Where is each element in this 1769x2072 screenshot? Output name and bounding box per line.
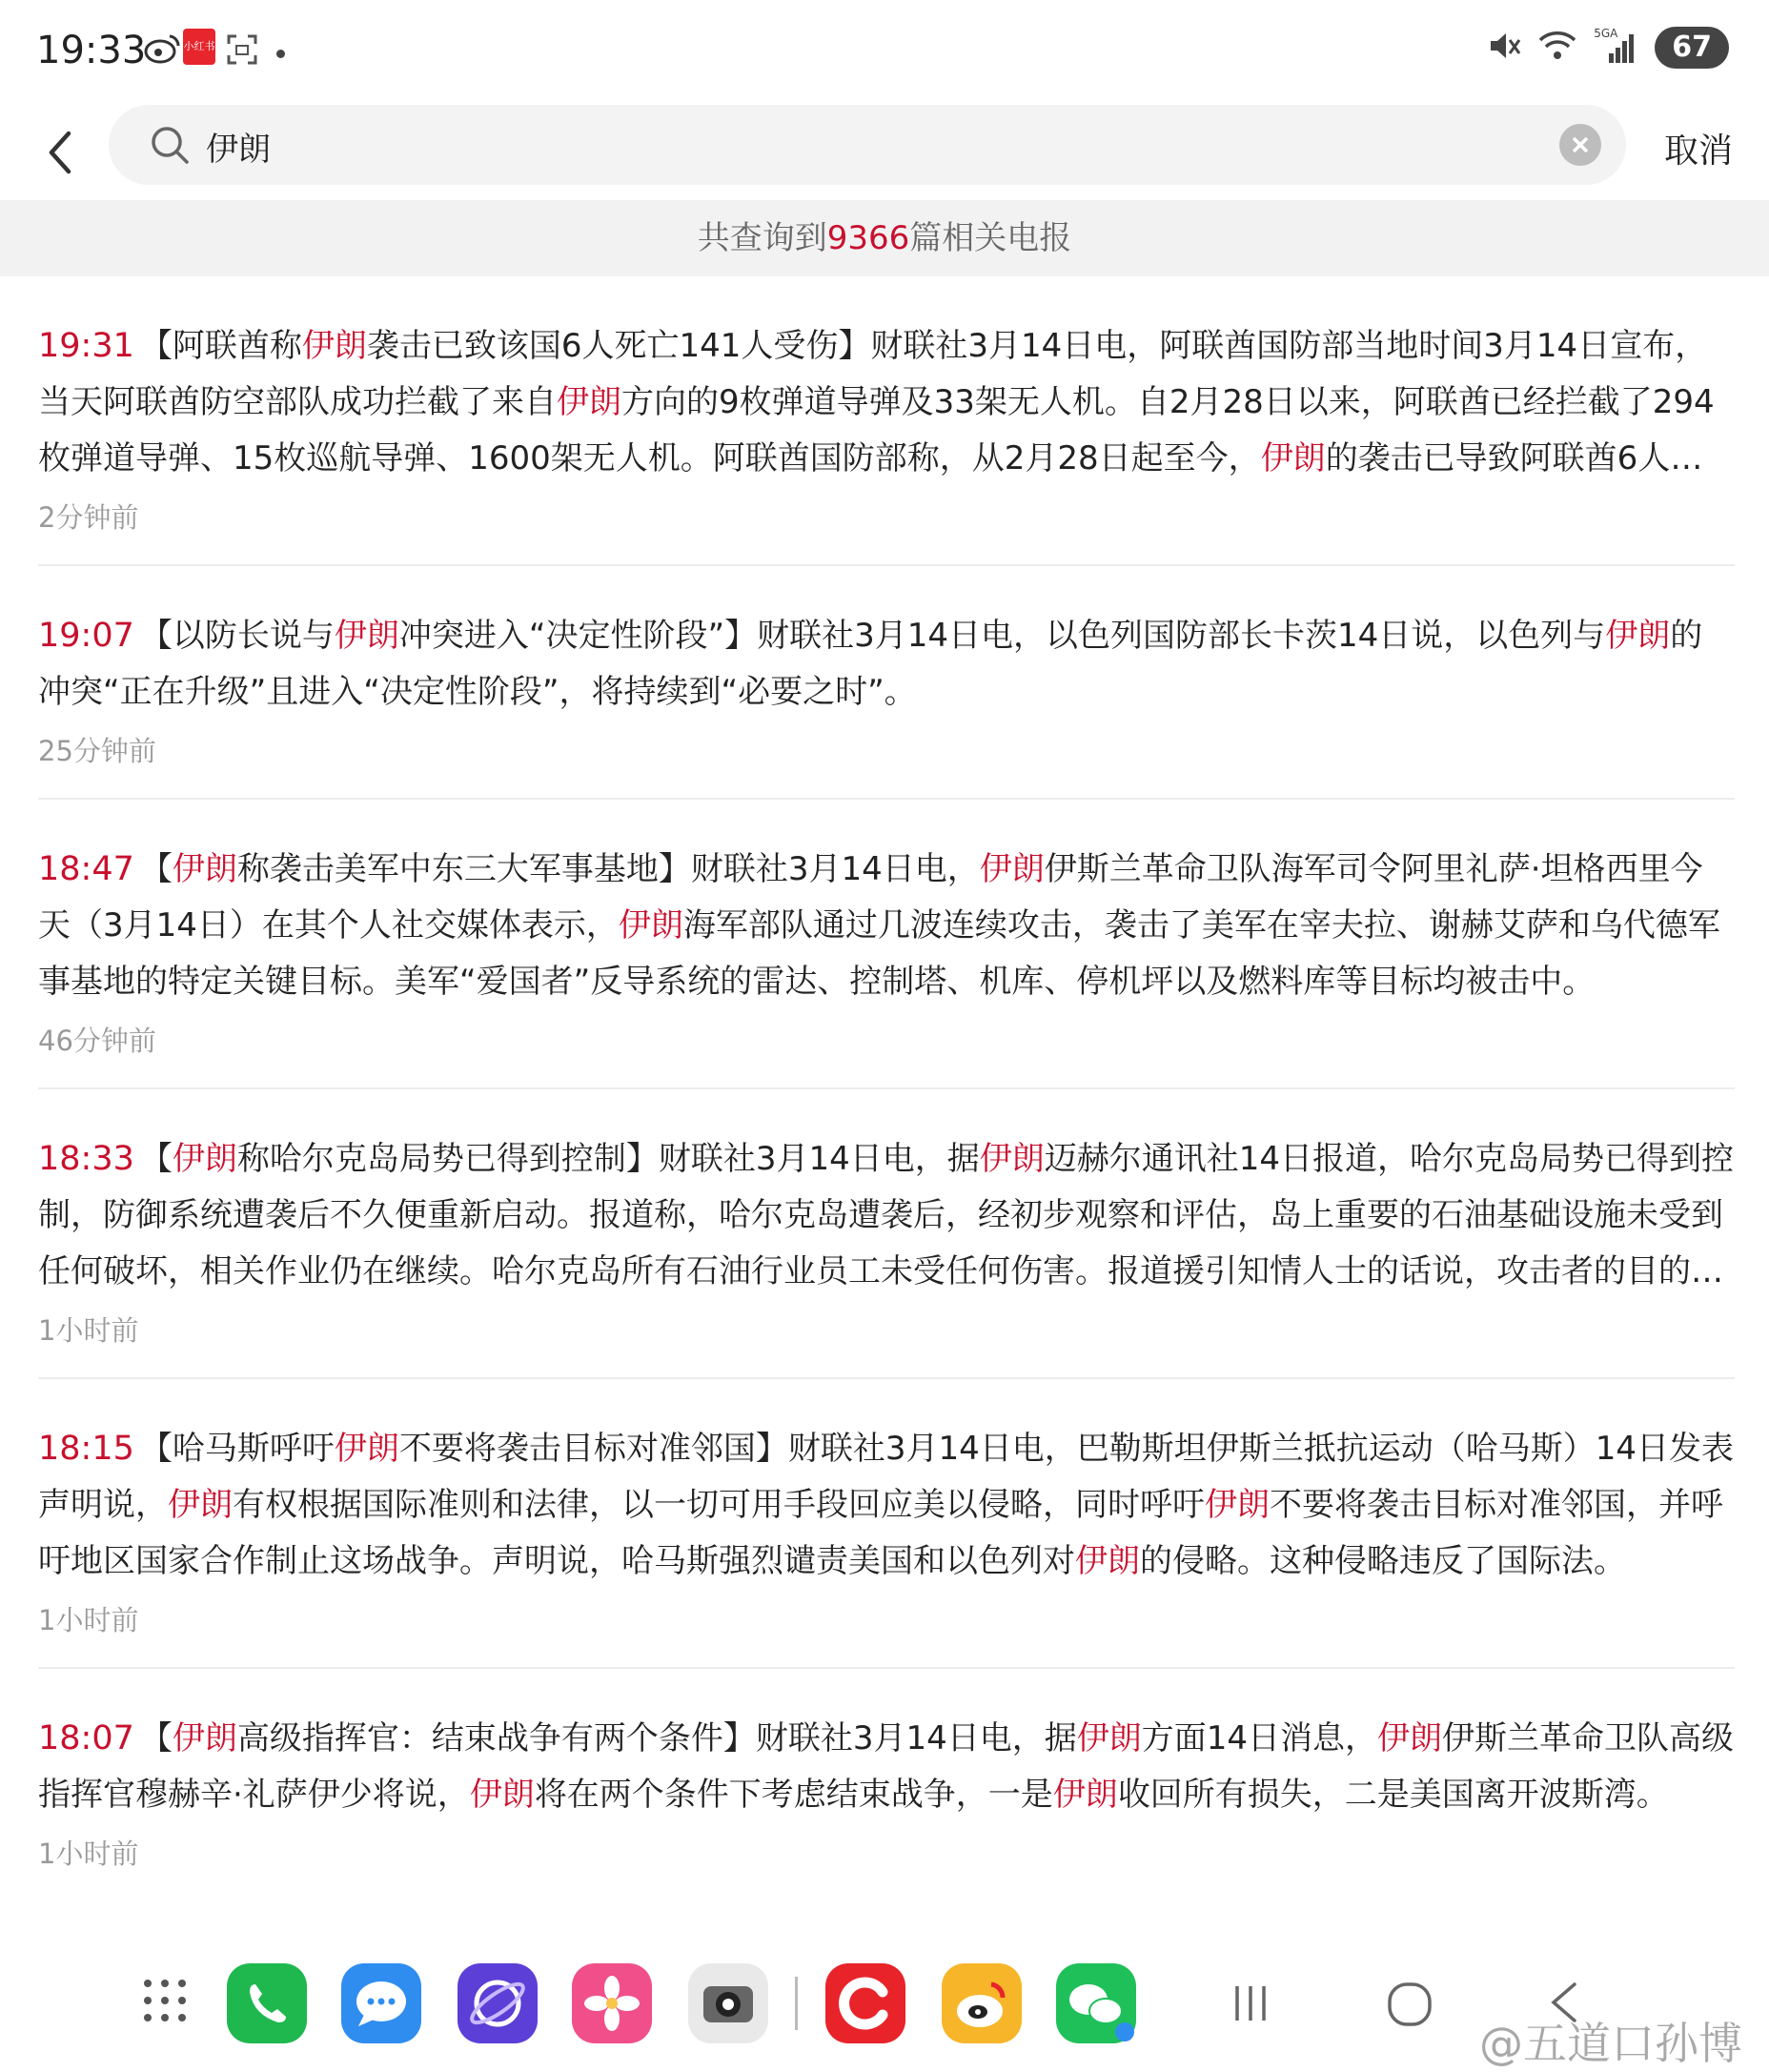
close-icon — [1559, 124, 1601, 166]
telegraph-text: 方面14日消息， — [1141, 1719, 1378, 1757]
keyword-highlight: 伊朗 — [168, 1486, 233, 1524]
wechat-icon[interactable] — [1056, 1963, 1136, 2043]
keyword-highlight: 伊朗 — [172, 1719, 237, 1757]
xiaohongshu-status-icon: 小红书 — [183, 29, 215, 65]
gallery-icon[interactable] — [572, 1963, 652, 2043]
telegraph-text: 称袭击美军中东三大军事基地】财联社3月14日电， — [236, 850, 980, 888]
keyword-highlight: 伊朗 — [1205, 1486, 1270, 1524]
telegraph-relative-time: 2分钟前 — [38, 501, 139, 534]
keyword-highlight: 伊朗 — [1377, 1719, 1443, 1757]
telegraph-text: 【 — [139, 1719, 173, 1757]
telegraph-text: 【以防长说与 — [139, 617, 335, 655]
telegraph-body — [38, 842, 1735, 1010]
weibo-status-icon — [143, 32, 181, 69]
telegraph-text: 【哈马斯呼吁 — [139, 1430, 335, 1468]
telegraph-relative-time: 46分钟前 — [38, 1025, 156, 1057]
back-button[interactable] — [38, 124, 86, 181]
watermark: @五道口孙博 — [1479, 2018, 1742, 2069]
screenshot-status-icon — [225, 32, 259, 71]
telegraph-text: 将在两个条件下考虑结束战争，一是 — [534, 1776, 1053, 1814]
telegraph-text: 袭击已致该国6人死亡141人受伤】财联社3月14日电，阿联酋国防部当地时间3月14日宣布，当天阿联酋防空部队成功拦截了来自 — [38, 327, 1708, 421]
status-time: 19:33 — [36, 29, 147, 72]
result-count-number: 9366 — [826, 219, 910, 257]
telegraph-text: 【阿联酋称 — [139, 327, 302, 365]
mute-icon — [1487, 29, 1521, 67]
search-header — [0, 103, 1769, 198]
result-count-suffix: 篇相关电报 — [909, 219, 1072, 257]
telegraph-text: 方向的9枚弹道导弹及33架无人机。自2月28日以来，阿联酋已经拦截了294枚弹道导弹、15枚巡航导弹、1600架无人机。阿联酋国防部称，从2月28日起至今， — [38, 383, 1715, 477]
telegraph-text: 不要将袭击目标对准邻国，并呼吁地区国家合作制止这场战争。声明说，哈马斯强烈谴责美国和以色列对 — [38, 1486, 1723, 1580]
keyword-highlight: 伊朗 — [557, 383, 621, 421]
telegraph-text: 伊斯兰革命卫队高级指挥官穆赫辛·礼萨伊少将说， — [38, 1719, 1735, 1814]
telegraph-time: 19:31 — [38, 327, 134, 365]
telegraph-text: 称哈尔克岛局势已得到控制】财联社3月14日电，据 — [236, 1140, 980, 1178]
recent-apps-button[interactable] — [1230, 1982, 1271, 2028]
telegraph-relative-time: 1小时前 — [38, 1838, 139, 1870]
telegraph-item[interactable] — [38, 1089, 1735, 1379]
telegraph-text: 迈赫尔通讯社14日报道，哈尔克岛局势已得到控制，防御系统遭袭后不久便重新启动。报道称，哈尔克岛遭袭后，经初步观察和评估，岛上重要的石油基础设施未受到任何破坏，相关作业仍在继续。哈尔克岛所有石油行业员工未受任何伤害。报道援引知情人士的话说，攻击者的目的未 — [38, 1140, 1735, 1290]
dot-icon — [276, 50, 285, 58]
keyword-highlight: 伊朗 — [1076, 1719, 1142, 1757]
phone-icon[interactable] — [227, 1963, 307, 2043]
search-box[interactable] — [109, 105, 1626, 185]
telegraph-body — [38, 1131, 1735, 1300]
telegraph-time: 18:15 — [38, 1430, 134, 1468]
app-drawer-icon[interactable] — [141, 1977, 189, 2028]
telegraph-text: 海军部队通过几波连续攻击，袭击了美军在宰夫拉、谢赫艾萨和乌代德军事基地的特定关键目标。美军“爱国者”反导系统的雷达、控制塔、机库、停机坪以及燃料库等目标均被击中。 — [38, 906, 1720, 1001]
keyword-highlight: 伊朗 — [1052, 1776, 1118, 1814]
keyword-highlight: 伊朗 — [979, 850, 1045, 888]
keyword-highlight: 伊朗 — [618, 906, 683, 945]
battery-indicator: 67 — [1655, 27, 1729, 69]
telegraph-time: 19:07 — [38, 617, 134, 655]
camera-icon[interactable] — [688, 1963, 768, 2043]
telegraph-body — [38, 608, 1735, 721]
telegraph-item[interactable] — [38, 1669, 1735, 1900]
dock-divider — [795, 1977, 798, 2030]
keyword-highlight: 伊朗 — [1260, 439, 1326, 477]
status-bar — [0, 0, 1769, 105]
result-count-prefix: 共查询到 — [697, 219, 827, 257]
telegraph-text: 冲突进入“决定性阶段”】财联社3月14日电，以色列国防部长卡茨14日说，以色列与 — [398, 617, 1606, 655]
signal-icon: 5GA — [1594, 30, 1637, 65]
telegraph-body — [38, 1711, 1735, 1823]
telegraph-text: 的冲突“正在升级”且进入“决定性阶段”，将持续到“必要之时”。 — [38, 617, 1703, 711]
browser-icon[interactable] — [458, 1963, 538, 2043]
telegraph-time: 18:47 — [38, 850, 134, 888]
search-icon — [149, 124, 191, 170]
telegraph-text: 的侵略。这种侵略违反了国际法。 — [1140, 1542, 1626, 1580]
keyword-highlight: 伊朗 — [979, 1140, 1045, 1178]
telegraph-text: 伊斯兰革命卫队海军司令阿里礼萨·坦格西里今天（3月14日）在其个人社交媒体表示， — [38, 850, 1703, 945]
telegraph-list — [38, 276, 1735, 1900]
keyword-highlight: 伊朗 — [469, 1776, 535, 1814]
messages-icon[interactable] — [341, 1963, 421, 2043]
keyword-highlight: 伊朗 — [334, 617, 399, 655]
telegraph-relative-time: 25分钟前 — [38, 735, 156, 767]
telegraph-text: 【 — [139, 850, 173, 888]
keyword-highlight: 伊朗 — [334, 1430, 399, 1468]
result-count-bar — [0, 200, 1769, 276]
telegraph-text: 收回所有损失，二是美国离开波斯湾。 — [1117, 1776, 1669, 1814]
search-input[interactable] — [204, 120, 1447, 172]
telegraph-time: 18:07 — [38, 1719, 134, 1757]
telegraph-text: 有权根据国际准则和法律，以一切可用手段回应美以侵略，同时呼吁 — [233, 1486, 1205, 1524]
keyword-highlight: 伊朗 — [172, 1140, 237, 1178]
keyword-highlight: 伊朗 — [1605, 617, 1671, 655]
status-right — [1487, 27, 1729, 69]
keyword-highlight: 伊朗 — [301, 327, 367, 365]
telegraph-text: 的袭击已导致阿联酋6人死 — [1325, 439, 1703, 477]
keyword-highlight: 伊朗 — [1075, 1542, 1140, 1580]
weibo-icon[interactable] — [942, 1963, 1022, 2043]
clear-search-button[interactable] — [1559, 124, 1601, 166]
cancel-button[interactable]: 取消 — [1663, 132, 1733, 171]
home-button[interactable] — [1386, 1981, 1434, 2032]
telegraph-body — [38, 1421, 1735, 1590]
keyword-highlight: 伊朗 — [172, 850, 237, 888]
telegraph-text: 【 — [139, 1140, 173, 1178]
telegraph-text: 不要将袭击目标对准邻国】财联社3月14日电，巴勒斯坦伊斯兰抵抗运动（哈马斯）14日发表声明说， — [38, 1430, 1735, 1524]
telegraph-item[interactable] — [38, 800, 1735, 1089]
telegraph-relative-time: 1小时前 — [38, 1314, 139, 1347]
telegraph-item[interactable] — [38, 566, 1735, 800]
telegraph-item[interactable] — [38, 1379, 1735, 1669]
telegraph-text: 高级指挥官：结束战争有两个条件】财联社3月14日电，据 — [236, 1719, 1077, 1757]
telegraph-relative-time: 1小时前 — [38, 1604, 139, 1636]
cls-news-icon[interactable] — [825, 1963, 905, 2043]
telegraph-body — [38, 318, 1735, 487]
telegraph-item[interactable] — [38, 276, 1735, 566]
wifi-icon — [1538, 30, 1576, 66]
telegraph-time: 18:33 — [38, 1140, 134, 1178]
